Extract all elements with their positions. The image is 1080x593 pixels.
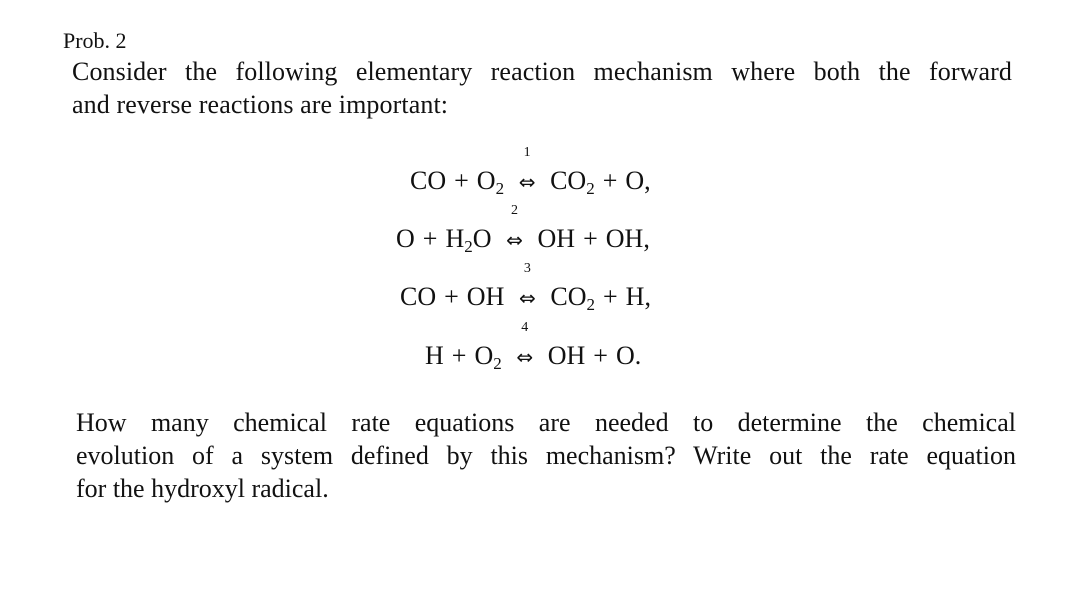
species-symbol: OH [466,282,505,311]
product [606,224,644,254]
product [550,166,595,196]
problem-question [76,406,1016,505]
species-symbol-tail: O [472,224,492,253]
product [538,224,576,254]
reactant [400,282,436,312]
reaction-number: 3 [523,261,531,276]
species-symbol: H [425,341,444,370]
plus-sign: + [602,166,618,195]
species-subscript: 2 [493,354,502,373]
reaction-end-punctuation: , [644,166,651,195]
plus-sign: + [451,341,467,370]
species-symbol: O [615,341,635,370]
species-symbol: CO [550,166,587,195]
reactant [467,282,505,312]
product [626,282,645,312]
reaction-4 [425,320,642,373]
reactant [425,341,444,371]
question-line-3: for the hydroxyl radical. [76,474,329,503]
reaction-end-punctuation: , [644,282,651,311]
species-symbol: O [396,224,415,253]
species-symbol: O [625,166,645,195]
species-subscript: 2 [586,179,595,198]
plus-sign: + [602,282,618,311]
product [548,341,586,371]
reaction-number: 1 [523,145,531,160]
question-line-2: evolution of a system defined by this mechanism? Write out the rate equation [76,441,1016,470]
species-symbol: O [474,341,494,370]
reaction-end-punctuation: , [643,224,650,253]
species-subscript: 2 [495,179,505,198]
reactant [477,166,504,196]
species-symbol: O [476,166,496,195]
species-symbol: CO [550,282,587,311]
problem-label: Prob. 2 [63,28,127,53]
reaction-2 [396,203,650,256]
double-arrow-icon: ⇔ [518,170,536,194]
species-symbol: H [445,224,465,253]
reactant [396,224,415,254]
species-subscript: 2 [464,237,473,256]
double-arrow-icon: ⇔ [506,228,523,252]
intro-line-1: Consider the following elementary reaction mechanism where both the forward [72,57,1012,86]
product [550,282,595,312]
problem-intro [72,55,1012,121]
reaction-end-punctuation: . [634,341,642,370]
plus-sign: + [583,224,598,253]
reversible-arrow [512,261,542,312]
reactant [410,166,446,196]
reversible-arrow [500,203,530,254]
species-symbol: OH [547,341,586,370]
product [616,341,635,371]
reaction-1 [410,145,651,198]
plus-sign: + [593,341,608,370]
species-symbol: H [625,282,645,311]
species-symbol: CO [400,282,437,311]
plus-sign: + [454,166,469,195]
plus-sign: + [422,224,438,253]
species-symbol: CO [410,166,447,195]
reversible-arrow [510,320,540,371]
reaction-number: 2 [511,203,519,218]
reactant [474,341,501,371]
species-subscript: 2 [586,295,595,314]
species-symbol: OH [605,224,644,253]
reactant [445,224,491,254]
double-arrow-icon: ⇔ [518,286,536,310]
plus-sign: + [444,282,459,311]
reaction-3 [400,261,651,314]
reversible-arrow [512,145,542,196]
product [625,166,644,196]
reaction-number: 4 [521,320,529,335]
species-symbol: OH [537,224,576,253]
intro-line-2: and reverse reactions are important: [72,90,449,119]
double-arrow-icon: ⇔ [516,345,534,369]
question-line-1: How many chemical rate equations are needed to determine the chemical [76,408,1016,437]
